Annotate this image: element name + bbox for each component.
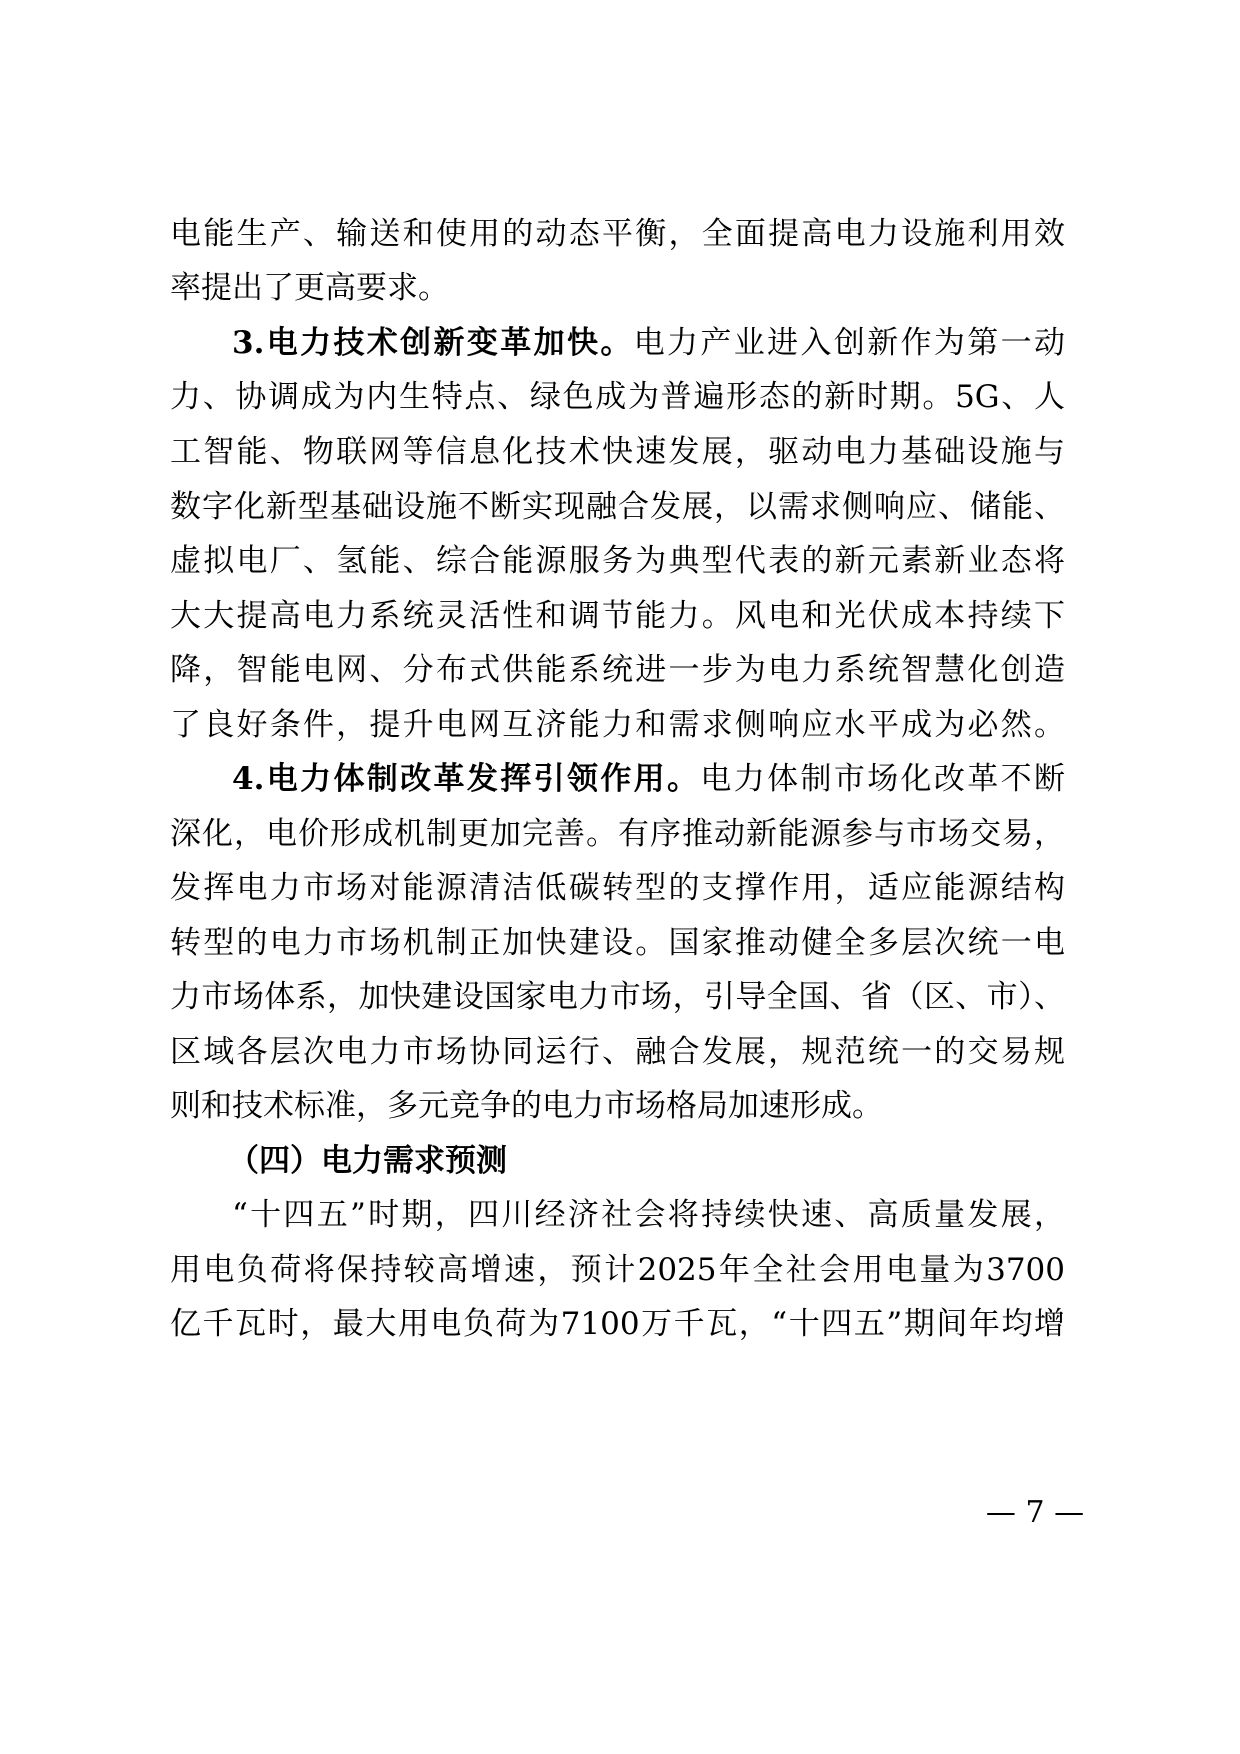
body-line: 率提出了更高要求。	[170, 270, 449, 306]
body-text: 电力产业进入创新作为第一动	[633, 325, 1065, 361]
body-line: 虚拟电厂、氢能、综合能源服务为典型代表的新元素新业态将	[170, 543, 1065, 579]
body-line: 工智能、物联网等信息化技术快速发展，驱动电力基础设施与	[170, 434, 1065, 470]
body-line: 数字化新型基础设施不断实现融合发展，以需求侧响应、储能、	[170, 489, 1065, 525]
body-line: 则和技术标准，多元竞争的电力市场格局加速形成。	[170, 1088, 883, 1124]
body-line: 区域各层次电力市场协同运行、融合发展，规范统一的交易规	[170, 1034, 1065, 1070]
body-line: 用电负荷将保持较高增速，预计2025年全社会用电量为3700	[170, 1252, 1065, 1288]
body-line: “十四五”时期，四川经济社会将持续快速、高质量发展，	[232, 1197, 1065, 1233]
paragraph-4-heading: 4.电力体制改革发挥引领作用。	[232, 761, 701, 797]
body-line: 力市场体系，加快建设国家电力市场，引导全国、省（区、市）、	[170, 979, 1065, 1015]
paragraph-3-first-line	[170, 323, 1065, 363]
body-line: 电能生产、输送和使用的动态平衡，全面提高电力设施利用效	[170, 216, 1065, 252]
body-line: 降，智能电网、分布式供能系统进一步为电力系统智慧化创造	[170, 652, 1065, 688]
body-line: 大大提高电力系统灵活性和调节能力。风电和光伏成本持续下	[170, 598, 1065, 634]
body-line: 发挥电力市场对能源清洁低碳转型的支撑作用，适应能源结构	[170, 870, 1065, 906]
body-text: 电力体制市场化改革不断	[700, 761, 1065, 797]
body-line: 深化，电价形成机制更加完善。有序推动新能源参与市场交易，	[170, 816, 1065, 852]
body-line: 亿千瓦时，最大用电负荷为7100万千瓦，“十四五”期间年均增	[170, 1306, 1065, 1342]
paragraph-3-heading: 3.电力技术创新变革加快。	[232, 325, 634, 361]
body-line: 了良好条件，提升电网互济能力和需求侧响应水平成为必然。	[170, 707, 1065, 743]
paragraph-4-first-line	[170, 759, 1065, 799]
section-heading: （四）电力需求预测	[228, 1143, 507, 1179]
page-number: — 7 —	[985, 1495, 1085, 1530]
body-line: 转型的电力市场机制正加快建设。国家推动健全多层次统一电	[170, 925, 1065, 961]
body-line: 力、协调成为内生特点、绿色成为普遍形态的新时期。5G、人	[170, 379, 1065, 415]
